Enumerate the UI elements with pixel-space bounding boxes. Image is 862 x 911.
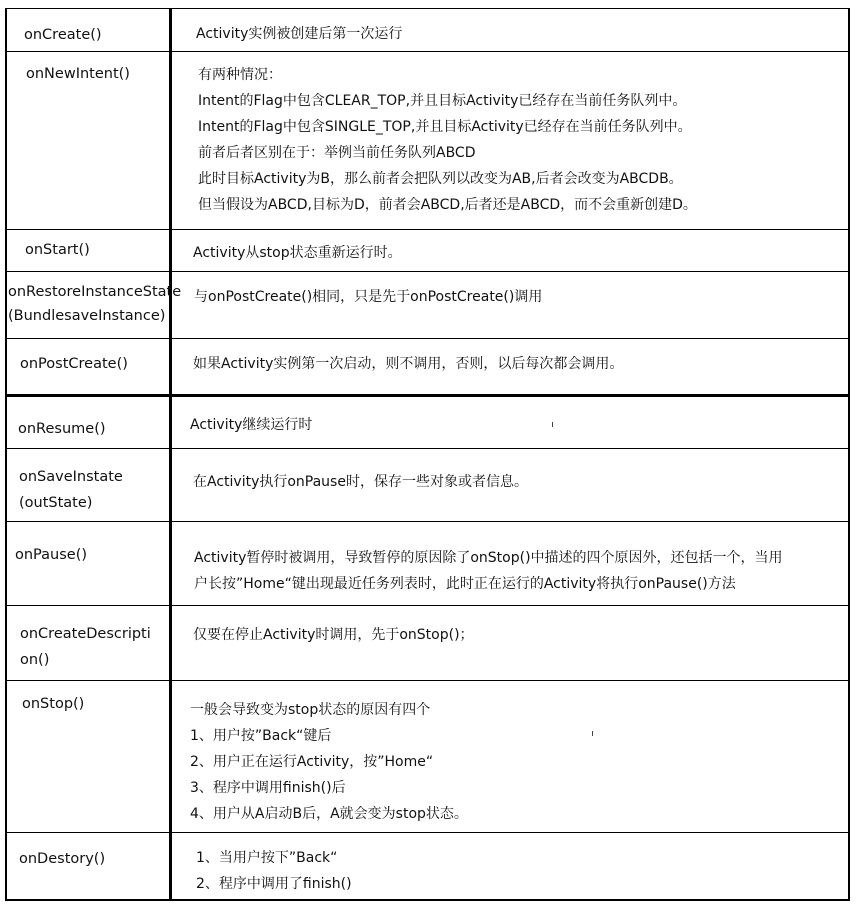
description-cell: [172, 339, 850, 394]
stray-mark: [592, 731, 593, 736]
table-row: [5, 448, 850, 521]
table-row: [5, 51, 850, 229]
table-row: [5, 229, 850, 271]
table-row: [5, 8, 850, 51]
description-cell: [172, 522, 850, 605]
description-line: 4、用户从A启动B后，A就会变为stop状态。: [190, 806, 468, 822]
description-line: 有两种情况：: [198, 67, 282, 83]
method-cell: [5, 339, 172, 394]
lifecycle-table: [5, 8, 850, 901]
description-cell: [172, 9, 850, 51]
description-line: 在Activity执行onPause时，保存一些对象或者信息。: [193, 474, 528, 490]
method-cell: [5, 272, 182, 338]
description-line: Activity继续运行时: [190, 417, 313, 433]
method-name: onStop(): [22, 696, 85, 712]
description-cell: [172, 230, 850, 271]
method-name: onRestoreInstanceState: [8, 284, 182, 300]
method-name: on(): [20, 652, 50, 668]
method-name: (outState): [19, 495, 93, 511]
description-line: 前者后者区别在于：举例当前任务队列ABCD: [198, 145, 476, 161]
description-line: 仅要在停止Activity时调用，先于onStop()；: [193, 627, 474, 643]
table-row: [5, 521, 850, 605]
method-cell: [5, 681, 172, 832]
description-cell: [172, 397, 850, 448]
stray-mark: [552, 422, 553, 427]
description-line: Intent的Flag中包含CLEAR_TOP,并且目标Activity已经存在当前任务队列中。: [198, 93, 687, 109]
description-line: 一般会导致变为stop状态的原因有四个: [190, 702, 431, 718]
description-line: Activity从stop状态重新运行时。: [193, 245, 402, 261]
description-line: Activity暂停时被调用，导致暂停的原因除了onStop()中描述的四个原因外，还包括一个，当用: [194, 550, 783, 566]
description-cell: [172, 681, 850, 832]
method-name: onPause(): [15, 547, 88, 563]
method-name: onResume(): [18, 421, 106, 437]
method-name: onSaveInstate: [19, 469, 123, 485]
description-line: Intent的Flag中包含SINGLE_TOP,并且目标Activity已经存在当前任务队列中。: [198, 119, 692, 135]
description-cell: [172, 52, 850, 229]
description-cell: [172, 449, 850, 521]
description-line: 户长按”Home“键出现最近任务列表时，此时正在运行的Activity将执行onPause()方法: [194, 576, 736, 592]
method-name: onStart(): [25, 242, 90, 258]
description-line: 3、程序中调用finish()后: [190, 780, 346, 796]
table-row: [5, 394, 850, 448]
method-name: onPostCreate(): [20, 356, 128, 372]
method-cell: [5, 522, 172, 605]
table-row: [5, 680, 850, 832]
method-cell: [5, 397, 172, 448]
description-line: 1、用户按”Back“键后: [190, 728, 332, 744]
description-line: 与onPostCreate()相同，只是先于onPostCreate()调用: [194, 289, 543, 305]
method-name: onCreateDescripti: [20, 626, 151, 642]
method-cell: [5, 833, 172, 899]
description-line: Activity实例被创建后第一次运行: [196, 26, 403, 42]
description-line: 1、当用户按下”Back“: [196, 850, 338, 866]
table-row: [5, 271, 850, 338]
method-name: onNewIntent(): [26, 66, 130, 82]
description-cell: [172, 606, 850, 680]
table-row: [5, 832, 850, 901]
description-cell: [172, 272, 850, 338]
method-cell: [5, 449, 172, 521]
table-row: [5, 605, 850, 680]
table-row: [5, 338, 850, 394]
description-line: 如果Activity实例第一次启动，则不调用，否则，以后每次都会调用。: [193, 356, 624, 372]
method-cell: [5, 52, 172, 229]
description-line: 2、程序中调用了finish(): [196, 876, 352, 892]
description-line: 2、用户正在运行Activity，按”Home“: [190, 754, 434, 770]
method-cell: [5, 230, 172, 271]
method-name: (BundlesaveInstance): [8, 308, 166, 324]
method-name: onDestory(): [19, 851, 106, 867]
method-name: onCreate(): [24, 27, 102, 43]
method-cell: [5, 9, 172, 51]
description-line: 此时目标Activity为B，那么前者会把队列以改变为AB,后者会改变为ABCDB。: [198, 171, 683, 187]
method-cell: [5, 606, 172, 680]
description-cell: [172, 833, 850, 899]
description-line: 但当假设为ABCD,目标为D，前者会ABCD,后者还是ABCD，而不会重新创建D。: [198, 197, 697, 213]
